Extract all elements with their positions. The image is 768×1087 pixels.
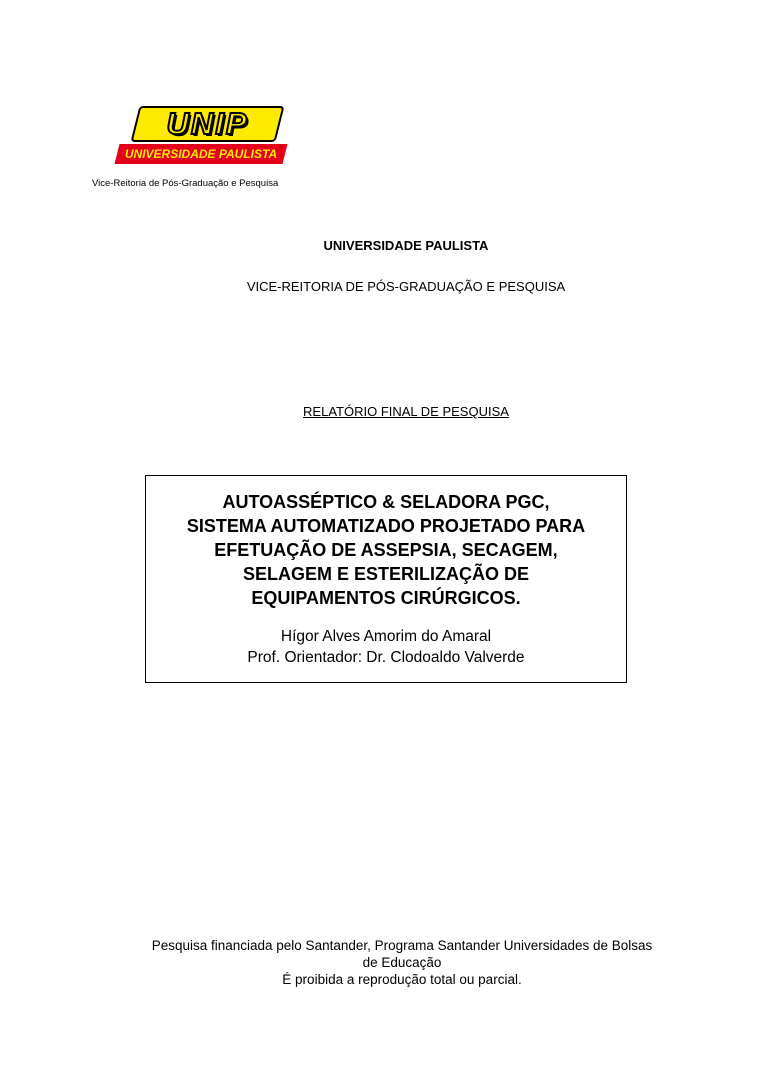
- project-title-line: SELAGEM E ESTERILIZAÇÃO DE: [242, 564, 530, 584]
- footer-notice: [92, 937, 712, 988]
- logo-band-text: UNIVERSIDADE PAULISTA: [124, 147, 278, 161]
- vice-rectorate-title: VICE-REITORIA DE PÓS-GRADUAÇÃO E PESQUISA: [246, 279, 566, 294]
- unip-logo: [107, 104, 289, 166]
- header-subtitle: Vice-Reitoria de Pós-Graduação e Pesquisa: [92, 178, 279, 189]
- project-title-line: EFETUAÇÃO DE ASSEPSIA, SECAGEM,: [214, 540, 558, 560]
- project-title-line: EQUIPAMENTOS CIRÚRGICOS.: [251, 588, 521, 608]
- advisor-name: Prof. Orientador: Dr. Clodoaldo Valverde: [247, 649, 525, 666]
- logo-wordmark: UNIP: [166, 106, 249, 141]
- project-title-line: SISTEMA AUTOMATIZADO PROJETADO PARA: [186, 516, 586, 536]
- rights-notice: É proibida a reprodução total ou parcial.: [282, 972, 522, 987]
- funding-line: Pesquisa financiada pelo Santander, Programa Santander Universidades de Bolsas: [151, 938, 653, 953]
- report-type-text: RELATÓRIO FINAL DE PESQUISA: [303, 404, 509, 419]
- project-title-box: [145, 475, 627, 683]
- project-title-line: AUTOASSÉPTICO & SELADORA PGC,: [222, 492, 550, 512]
- author-name: Hígor Alves Amorim do Amaral: [280, 628, 492, 645]
- funding-line: de Educação: [362, 955, 442, 970]
- university-title: UNIVERSIDADE PAULISTA: [323, 238, 489, 253]
- report-type-heading: [22, 404, 768, 419]
- project-credits: [146, 626, 626, 668]
- project-title: [146, 490, 626, 610]
